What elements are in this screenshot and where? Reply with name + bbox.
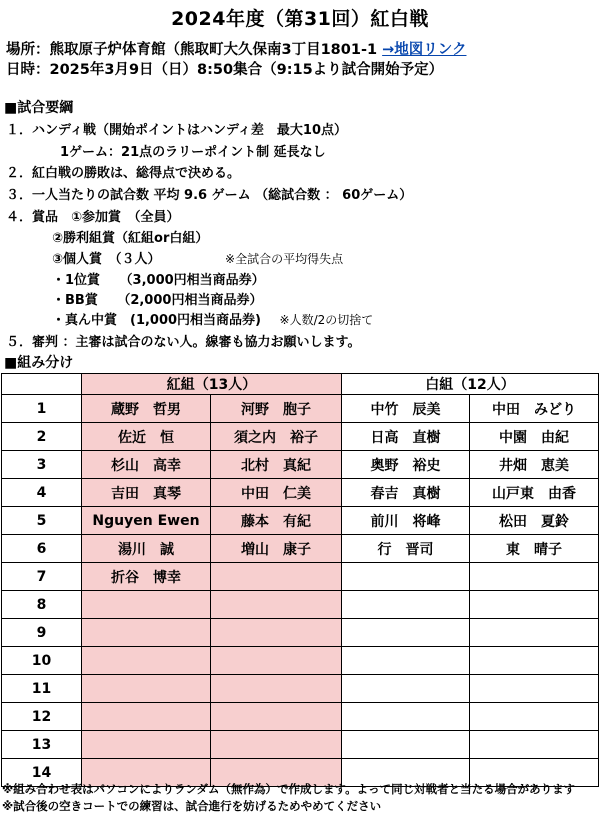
red-player-1: 蔵野 哲男 [82, 395, 211, 423]
red-player-1 [82, 731, 211, 759]
white-player-1: 中竹 辰美 [342, 395, 470, 423]
row-number: 11 [2, 675, 82, 703]
white-player-2 [470, 619, 599, 647]
white-player-2: 東 晴子 [470, 535, 599, 563]
prize-bb: ・BB賞 （2,000円相当商品券） [52, 293, 263, 308]
red-player-1 [82, 675, 211, 703]
white-player-2 [470, 591, 599, 619]
datetime-line [6, 58, 443, 79]
red-player-2 [211, 731, 342, 759]
red-player-1 [82, 703, 211, 731]
red-player-1: 杉山 高幸 [82, 451, 211, 479]
red-player-1: 吉田 真琴 [82, 479, 211, 507]
red-player-1: 湯川 誠 [82, 535, 211, 563]
red-player-2 [211, 647, 342, 675]
white-player-1 [342, 675, 470, 703]
red-player-2 [211, 675, 342, 703]
red-player-2: 須之内 裕子 [211, 423, 342, 451]
white-player-1 [342, 619, 470, 647]
row-number: 1 [2, 395, 82, 423]
footer-note-1: ※組み合わせ表はパソコンによりランダム（無作為）で作成します。よって同じ対戦者と当たる場合があります [2, 782, 576, 796]
prize-middle [52, 309, 373, 328]
table-row [2, 563, 599, 591]
outline-item-1-sub: 1ゲーム：21点のラリーポイント制 延長なし [60, 145, 326, 160]
white-player-2: 中田 みどり [470, 395, 599, 423]
white-team-header: 白組（12人） [342, 374, 599, 395]
red-player-1 [82, 591, 211, 619]
prize-middle-note: ※人数/2の切捨て [279, 313, 374, 327]
table-row [2, 423, 599, 451]
outline-item-1: １．ハンディ戦（開始ポイントはハンディ差 最大10点） [6, 123, 348, 138]
outline-item-4: ４．賞品 ①参加賞 （全員） [6, 210, 180, 225]
outline-item-5: ５．審判 ：主審は試合のない人。線審も協力お願いします。 [6, 335, 361, 350]
table-row [2, 591, 599, 619]
row-number: 9 [2, 619, 82, 647]
white-player-1: 前川 将峰 [342, 507, 470, 535]
white-player-2 [470, 675, 599, 703]
prize-middle-label: ・真ん中賞 (1,000円相当商品券) [52, 313, 262, 328]
row-number: 7 [2, 563, 82, 591]
teams-heading: ■組み分け [4, 355, 74, 371]
white-player-2 [470, 647, 599, 675]
red-player-2 [211, 563, 342, 591]
white-player-2: 井畑 恵美 [470, 451, 599, 479]
prize-individual-label: ③個人賞 （３人） [52, 252, 161, 267]
row-number: 12 [2, 703, 82, 731]
row-number: 8 [2, 591, 82, 619]
outline-heading: ■試合要綱 [4, 100, 74, 116]
red-player-2 [211, 619, 342, 647]
white-player-2: 松田 夏鈴 [470, 507, 599, 535]
white-player-2 [470, 731, 599, 759]
venue-line [6, 38, 466, 59]
datetime-label: 日時： [6, 62, 50, 78]
white-player-2: 山戸東 由香 [470, 479, 599, 507]
row-number: 2 [2, 423, 82, 451]
footer-note-2: ※試合後の空きコートでの練習は、試合進行を妨げるためやめてください [2, 799, 382, 813]
row-number: 5 [2, 507, 82, 535]
row-number: 6 [2, 535, 82, 563]
white-player-2 [470, 563, 599, 591]
red-player-1 [82, 647, 211, 675]
table-row [2, 395, 599, 423]
prize-first: ・1位賞 （3,000円相当商品券） [52, 273, 265, 288]
team-table [1, 373, 599, 787]
venue-text: 熊取原子炉体育館（熊取町大久保南3丁目1801-1 [49, 42, 378, 58]
row-number: 14 [2, 759, 82, 787]
prize-individual-note: ※全試合の平均得失点 [225, 252, 344, 266]
red-player-1 [82, 619, 211, 647]
red-player-1: Nguyen Ewen [82, 507, 211, 535]
outline-item-2: ２．紅白戦の勝敗は、総得点で決める。 [6, 166, 241, 181]
table-row [2, 647, 599, 675]
team-table-header [2, 374, 599, 395]
white-player-1 [342, 591, 470, 619]
table-row [2, 619, 599, 647]
red-player-1: 佐近 恒 [82, 423, 211, 451]
table-row [2, 675, 599, 703]
white-player-2 [470, 703, 599, 731]
red-player-1: 折谷 博幸 [82, 563, 211, 591]
white-player-1: 奥野 裕史 [342, 451, 470, 479]
red-player-2: 増山 康子 [211, 535, 342, 563]
red-player-2 [211, 703, 342, 731]
map-link[interactable]: →地図リンク [382, 42, 467, 58]
outline-item-3: ３．一人当たりの試合数 平均 9.6 ゲーム （総試合数 ： 60ゲーム） [6, 188, 413, 203]
prize-individual [52, 248, 343, 267]
red-player-2: 河野 胞子 [211, 395, 342, 423]
row-number: 10 [2, 647, 82, 675]
datetime-text: 2025年3月9日（日）8:50集合（9:15より試合開始予定） [49, 62, 444, 78]
red-player-2 [211, 591, 342, 619]
table-row [2, 507, 599, 535]
white-player-1 [342, 563, 470, 591]
white-player-1 [342, 647, 470, 675]
row-number: 13 [2, 731, 82, 759]
red-team-header: 紅組（13人） [82, 374, 342, 395]
white-player-2: 中園 由紀 [470, 423, 599, 451]
page-title: 2024年度（第31回）紅白戦 [171, 8, 429, 30]
header-blank [2, 374, 82, 395]
red-player-2: 藤本 有紀 [211, 507, 342, 535]
row-number: 4 [2, 479, 82, 507]
white-player-1: 行 晋司 [342, 535, 470, 563]
white-player-1 [342, 731, 470, 759]
venue-label: 場所： [6, 42, 50, 58]
white-player-1: 春吉 真樹 [342, 479, 470, 507]
table-row [2, 703, 599, 731]
table-row [2, 451, 599, 479]
red-player-2: 中田 仁美 [211, 479, 342, 507]
table-row [2, 731, 599, 759]
prize-winning-team: ②勝利組賞（紅組or白組） [52, 231, 209, 246]
row-number: 3 [2, 451, 82, 479]
table-row [2, 479, 599, 507]
red-player-2: 北村 真紀 [211, 451, 342, 479]
white-player-1 [342, 703, 470, 731]
table-row [2, 535, 599, 563]
white-player-1: 日高 直樹 [342, 423, 470, 451]
